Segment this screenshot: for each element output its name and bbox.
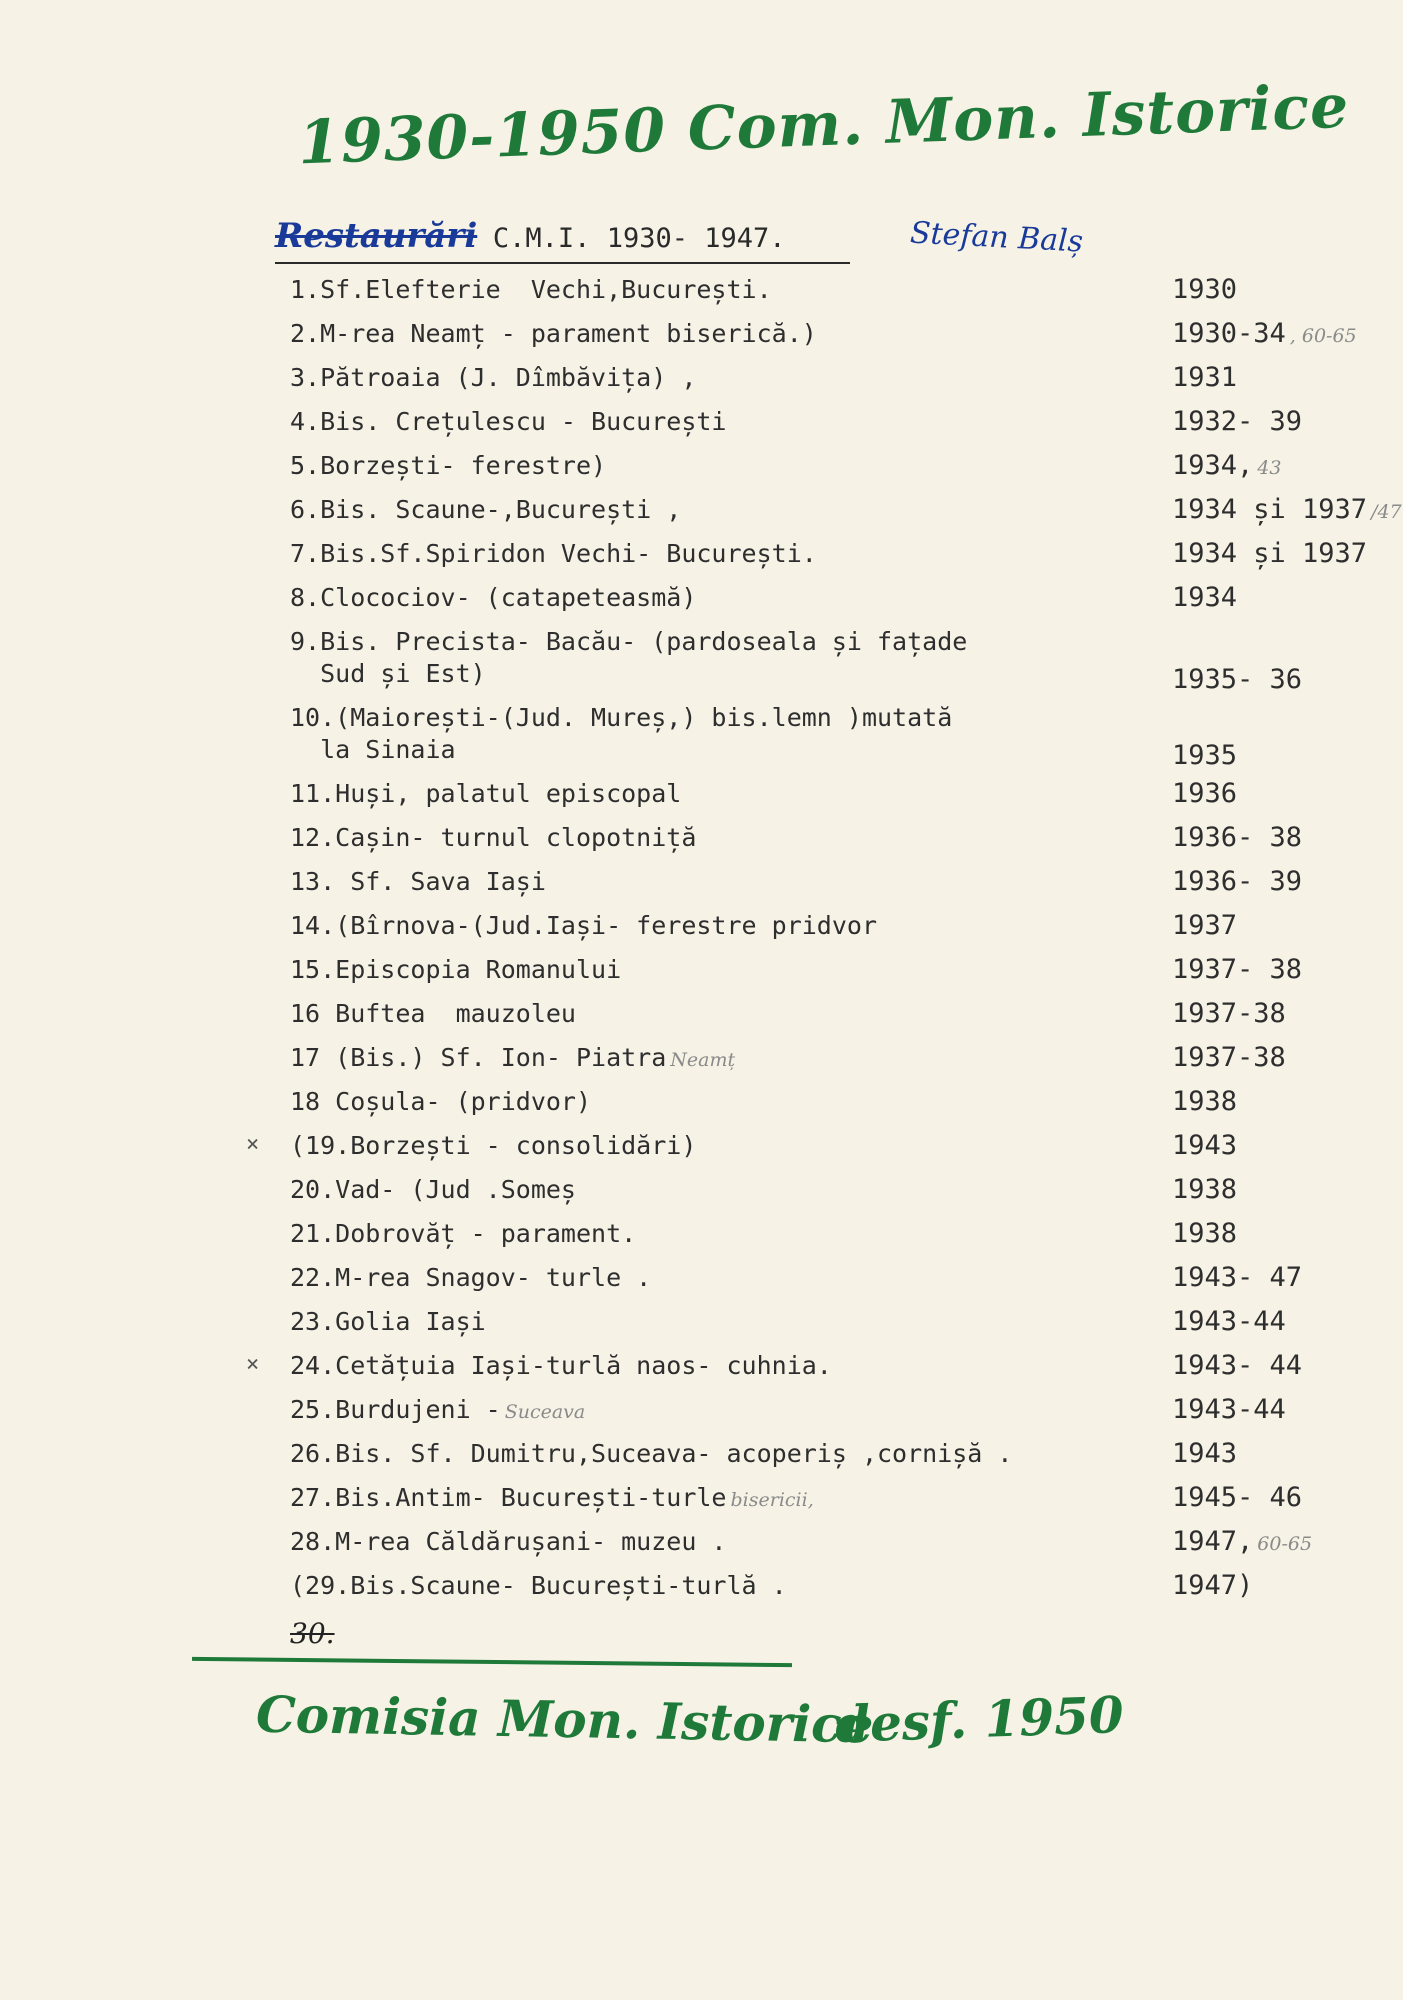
- item-year: [1172, 1570, 1253, 1602]
- item-year: [1172, 664, 1302, 696]
- item-description: 21.Dobrovăț - parament.: [290, 1219, 637, 1248]
- struck-item: 30.: [290, 1617, 335, 1650]
- list-item: [290, 400, 1400, 444]
- item-description: 17 (Bis.) Sf. Ion- Piatra: [290, 1043, 667, 1072]
- item-text: [290, 822, 1110, 854]
- item-year: [1172, 1130, 1237, 1162]
- list-item: [290, 860, 1400, 904]
- item-year: [1172, 1482, 1302, 1514]
- item-description: 3.Pătroaia (J. Dîmbăvița) ,: [290, 363, 697, 392]
- year-value: 1943-44: [1172, 1394, 1286, 1425]
- item-year: [1172, 1438, 1237, 1470]
- list-item: [246, 1124, 1400, 1168]
- list-item: [290, 268, 1400, 312]
- year-value: 1943: [1172, 1438, 1238, 1469]
- item-text: [290, 538, 1110, 570]
- list-item: [246, 1344, 1400, 1388]
- item-text: [290, 318, 1110, 350]
- year-value: 1943: [1172, 1130, 1238, 1161]
- item-year: [1172, 494, 1402, 528]
- year-value: 1943-44: [1172, 1306, 1286, 1337]
- item-description: (29.Bis.Scaune- București-turlă .: [290, 1571, 787, 1600]
- item-text: [290, 1262, 1110, 1294]
- item-year: [1172, 1174, 1237, 1206]
- item-text: [290, 1218, 1110, 1250]
- item-year: [1172, 362, 1237, 394]
- item-text: [290, 910, 1110, 942]
- item-description: 20.Vad- (Jud .Someș: [290, 1175, 576, 1204]
- list-item: [290, 532, 1400, 576]
- item-year: [1172, 318, 1357, 352]
- item-description: 25.Burdujeni -: [290, 1395, 501, 1424]
- list-item: [290, 1300, 1400, 1344]
- list-item: [290, 576, 1400, 620]
- item-description: 10.(Maiorești-(Jud. Mureș,) bis.lemn )mutată la Sinaia: [290, 703, 953, 764]
- list-item: [290, 904, 1400, 948]
- item-description: 8.Clocociov- (catapeteasmă): [290, 583, 697, 612]
- item-description: 4.Bis. Crețulescu - București: [290, 407, 727, 436]
- item-description: 11.Huși, palatul episcopal: [290, 779, 682, 808]
- item-year: [1172, 998, 1286, 1030]
- item-description: 7.Bis.Sf.Spiridon Vechi- București.: [290, 539, 817, 568]
- item-year: [1172, 822, 1302, 854]
- item-text: [290, 274, 1110, 306]
- item-description: 12.Cașin- turnul clopotniță: [290, 823, 697, 852]
- heading-crossed-word: Restaurări: [275, 216, 478, 256]
- heading-typed-text: C.M.I. 1930- 1947.: [492, 223, 786, 254]
- item-text: [290, 1042, 1110, 1076]
- item-text: [290, 1086, 1110, 1118]
- year-value: 1938: [1172, 1174, 1238, 1205]
- year-value: 1934: [1172, 582, 1238, 613]
- list-item: [290, 948, 1400, 992]
- item-description: 23.Golia Iași: [290, 1307, 486, 1336]
- item-year: [1172, 1262, 1302, 1294]
- pencil-note: 43: [1257, 457, 1282, 479]
- list-item: [290, 772, 1400, 816]
- item-year: [1172, 1042, 1286, 1074]
- item-year: [1172, 954, 1302, 986]
- year-value: 1947): [1172, 1570, 1254, 1601]
- item-text: [290, 1306, 1110, 1338]
- item-year: [1172, 538, 1367, 570]
- list-item: [290, 1168, 1400, 1212]
- list-item: [290, 488, 1400, 532]
- item-text: [290, 1570, 1110, 1602]
- item-description: 2.M-rea Neamț - parament biserică.): [290, 319, 817, 348]
- list-item: [290, 1388, 1400, 1432]
- list-item: [290, 620, 1400, 696]
- item-text: [290, 1438, 1110, 1470]
- item-text: [290, 582, 1110, 614]
- item-description: 15.Episcopia Romanului: [290, 955, 622, 984]
- item-description: 9.Bis. Precista- Bacău- (pardoseala și fațade Sud și Est): [290, 627, 968, 688]
- item-text: [290, 702, 1110, 766]
- item-text: [290, 406, 1110, 438]
- item-year: [1172, 582, 1237, 614]
- item-text: [290, 1174, 1110, 1206]
- pencil-note: bisericii,: [730, 1489, 814, 1511]
- year-value: 1943- 44: [1172, 1350, 1303, 1381]
- item-text: [290, 866, 1110, 898]
- year-value: 1935: [1172, 740, 1238, 771]
- item-year: [1172, 1350, 1302, 1382]
- handwritten-title: 1930-1950 Com. Mon. Istorice: [297, 71, 1351, 179]
- year-value: 1937-38: [1172, 1042, 1286, 1073]
- item-text: [290, 998, 1110, 1030]
- pencil-note: 60-65: [1257, 1533, 1313, 1555]
- item-text: [290, 362, 1110, 394]
- year-value: 1938: [1172, 1218, 1238, 1249]
- item-year: [1172, 866, 1302, 898]
- year-value: 1936: [1172, 778, 1238, 809]
- list-item: [290, 1256, 1400, 1300]
- year-value: 1931: [1172, 362, 1238, 393]
- item-year: [1172, 910, 1237, 942]
- pencil-note: , 60-65: [1289, 325, 1357, 347]
- item-year: [1172, 450, 1281, 484]
- year-value: 1943- 47: [1172, 1262, 1303, 1293]
- item-year: [1172, 406, 1302, 438]
- list-item: [290, 1520, 1400, 1564]
- list-item: [290, 1212, 1400, 1256]
- item-year: [1172, 740, 1237, 772]
- item-year: [1172, 1526, 1312, 1560]
- year-value: 1937-38: [1172, 998, 1286, 1029]
- item-year: [1172, 1086, 1237, 1118]
- green-separator-line: [192, 1657, 792, 1667]
- item-description: 16 Buftea mauzoleu: [290, 999, 576, 1028]
- list-item: [290, 816, 1400, 860]
- year-value: 1935- 36: [1172, 664, 1303, 695]
- item-description: 26.Bis. Sf. Dumitru,Suceava- acoperiș ,cornișă .: [290, 1439, 1013, 1468]
- list-heading: [275, 216, 786, 256]
- list-item: [290, 696, 1400, 772]
- year-value: 1945- 46: [1172, 1482, 1303, 1513]
- item-description: 14.(Bîrnova-(Jud.Iași- ferestre pridvor: [290, 911, 877, 940]
- item-description: 13. Sf. Sava Iași: [290, 867, 546, 896]
- list-item: [290, 444, 1400, 488]
- year-value: 1936- 39: [1172, 866, 1303, 897]
- year-value: 1930: [1172, 274, 1238, 305]
- item-year: [1172, 778, 1237, 810]
- margin-mark: ×: [246, 1352, 260, 1377]
- item-text: [290, 1526, 1110, 1558]
- item-description: 1.Sf.Elefterie Vechi,București.: [290, 275, 772, 304]
- heading-underline: [275, 262, 850, 264]
- item-description: 24.Cetățuia Iași-turlă naos- cuhnia.: [290, 1351, 832, 1380]
- item-year: [1172, 274, 1237, 306]
- item-description: 5.Borzești- ferestre): [290, 451, 607, 480]
- pencil-note: /47: [1371, 501, 1402, 523]
- list-item: [290, 1564, 1400, 1608]
- year-value: 1938: [1172, 1086, 1238, 1117]
- year-value: 1932- 39: [1172, 406, 1303, 437]
- item-text: [290, 778, 1110, 810]
- item-year: [1172, 1394, 1286, 1426]
- list-item: [290, 1476, 1400, 1520]
- item-text: [290, 626, 1110, 690]
- author-note: Stefan Balș: [909, 215, 1084, 260]
- item-description: 27.Bis.Antim- București-turle: [290, 1483, 727, 1512]
- item-description: 18 Coșula- (pridvor): [290, 1087, 592, 1116]
- pencil-note: Suceava: [504, 1401, 586, 1423]
- footer-note-left: Comisia Mon. Istorice: [255, 1684, 874, 1755]
- list-item: [290, 992, 1400, 1036]
- item-description: 28.M-rea Căldărușani- muzeu .: [290, 1527, 727, 1556]
- year-value: 1936- 38: [1172, 822, 1303, 853]
- year-value: 1937: [1172, 910, 1238, 941]
- list-item: [290, 1080, 1400, 1124]
- year-value: 1930-34: [1172, 318, 1286, 349]
- margin-mark: ×: [246, 1132, 260, 1157]
- item-text: [290, 1350, 1110, 1382]
- item-description: 6.Bis. Scaune-,București ,: [290, 495, 682, 524]
- item-year: [1172, 1218, 1237, 1250]
- item-text: [290, 1394, 1110, 1428]
- restoration-list: [246, 268, 1402, 1608]
- list-item: [290, 1432, 1400, 1476]
- pencil-note: Neamț: [670, 1049, 736, 1071]
- year-value: 1937- 38: [1172, 954, 1303, 985]
- year-value: 1934 și 1937: [1172, 538, 1368, 569]
- list-item: [290, 1036, 1400, 1080]
- year-value: 1934,: [1172, 450, 1254, 481]
- item-text: [290, 494, 1110, 526]
- item-text: [290, 954, 1110, 986]
- item-year: [1172, 1306, 1286, 1338]
- year-value: 1947,: [1172, 1526, 1254, 1557]
- item-text: [290, 450, 1110, 482]
- item-text: [290, 1130, 1110, 1162]
- footer-note-right: desf. 1950: [834, 1684, 1125, 1755]
- item-text: [290, 1482, 1110, 1516]
- item-description: 22.M-rea Snagov- turle .: [290, 1263, 652, 1292]
- year-value: 1934 și 1937: [1172, 494, 1368, 525]
- item-description: (19.Borzești - consolidări): [290, 1131, 697, 1160]
- list-item: [290, 312, 1400, 356]
- list-item: [290, 356, 1400, 400]
